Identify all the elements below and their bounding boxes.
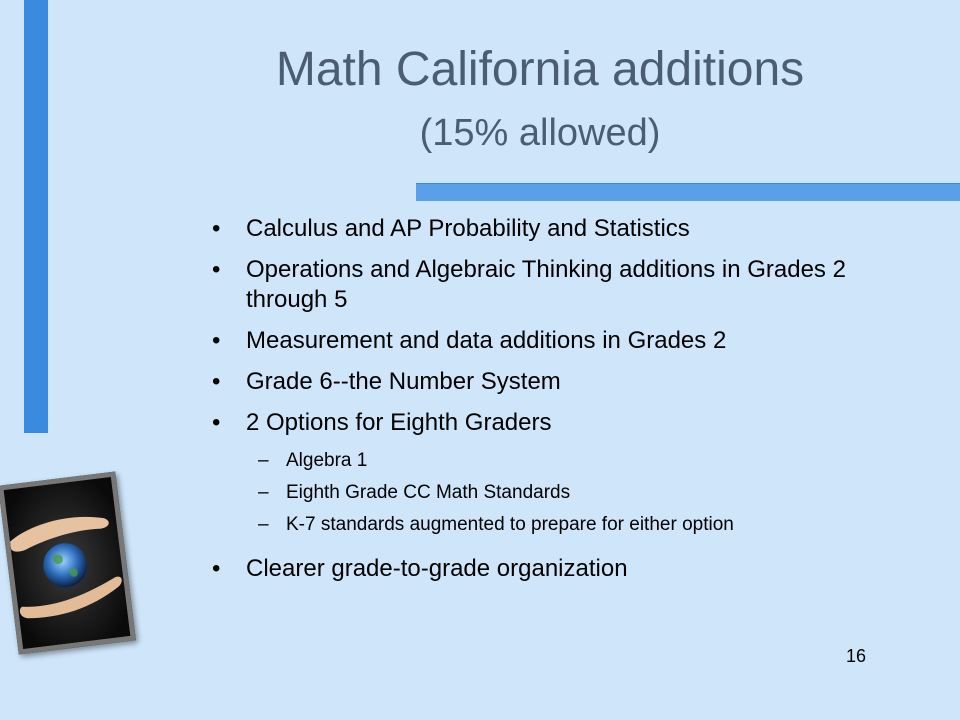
left-accent-bar bbox=[24, 0, 48, 433]
list-item bbox=[212, 214, 902, 244]
sub-list-item-text: Algebra 1 bbox=[286, 450, 368, 471]
slide-title bbox=[120, 40, 960, 158]
list-item-text: 2 Options for Eighth Graders bbox=[246, 409, 552, 436]
sub-list-item bbox=[212, 481, 902, 504]
title-line-2: (15% allowed) bbox=[419, 112, 661, 154]
bullet-list bbox=[212, 214, 902, 595]
list-item-text: Grade 6--the Number System bbox=[246, 368, 561, 395]
bullet-icon: • bbox=[212, 555, 221, 582]
list-item-text: Clearer grade-to-grade organization bbox=[246, 555, 628, 582]
page-number: 16 bbox=[846, 646, 867, 666]
title-line-1: Math California additions bbox=[275, 43, 805, 96]
sub-list-item-text: Eighth Grade CC Math Standards bbox=[286, 482, 571, 503]
list-item bbox=[212, 326, 902, 356]
sub-list-item-text: K-7 standards augmented to prepare for either option bbox=[286, 514, 734, 535]
dash-icon: – bbox=[258, 514, 269, 535]
sub-list-item bbox=[212, 449, 902, 472]
dash-icon: – bbox=[258, 482, 269, 503]
bullet-icon: • bbox=[212, 256, 221, 283]
hands-globe-icon bbox=[0, 471, 136, 654]
list-item bbox=[212, 554, 902, 584]
bullet-icon: • bbox=[212, 409, 221, 436]
title-divider-bar bbox=[416, 183, 960, 201]
list-item bbox=[212, 255, 902, 315]
bullet-icon: • bbox=[212, 368, 221, 395]
dash-icon: – bbox=[258, 450, 269, 471]
sub-list-item bbox=[212, 513, 902, 536]
list-item-text: Measurement and data additions in Grades 2 bbox=[246, 327, 727, 354]
list-item-text: Operations and Algebraic Thinking additions in Grades 2 through 5 bbox=[246, 256, 846, 313]
list-item bbox=[212, 367, 902, 397]
list-item-text: Calculus and AP Probability and Statistics bbox=[246, 215, 690, 242]
bullet-icon: • bbox=[212, 327, 221, 354]
bullet-icon: • bbox=[212, 215, 221, 242]
list-item bbox=[212, 408, 902, 438]
